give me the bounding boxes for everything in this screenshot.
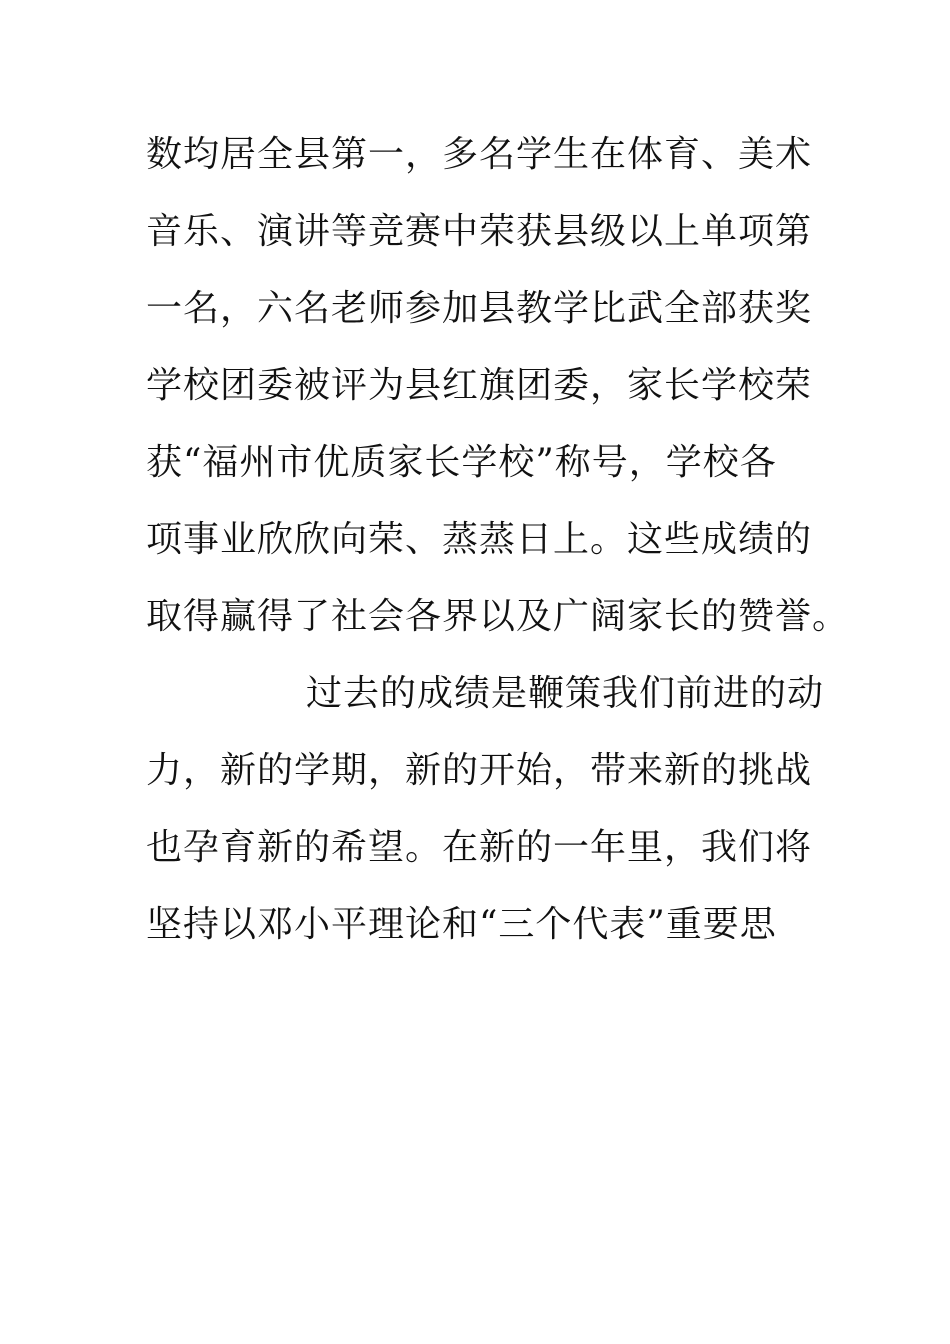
text-line-9: 力，新的学期，新的开始，带来新的挑战 xyxy=(146,750,813,791)
text-line-2: 音乐、演讲等竞赛中荣获县级以上单项第 xyxy=(146,211,813,252)
text-line-3: 一名，六名老师参加县教学比武全部获奖 xyxy=(146,288,813,329)
text-line-4: 学校团委被评为县红旗团委，家长学校荣 xyxy=(146,365,813,406)
text-line-5: 获“福州市优质家长学校”称号，学校各 xyxy=(146,442,777,483)
text-line-10: 也孕育新的希望。在新的一年里，我们将 xyxy=(146,827,813,868)
text-line-8-indented: 过去的成绩是鞭策我们前进的动 xyxy=(306,673,825,714)
text-line-11: 坚持以邓小平理论和“三个代表”重要思 xyxy=(146,904,777,945)
text-line-1: 数均居全县第一，多名学生在体育、美术 xyxy=(146,134,813,175)
text-line-7: 取得赢得了社会各界以及广阔家长的赞誉。 xyxy=(146,596,850,637)
text-line-6: 项事业欣欣向荣、蒸蒸日上。这些成绩的 xyxy=(146,519,813,560)
document-body xyxy=(146,116,850,963)
